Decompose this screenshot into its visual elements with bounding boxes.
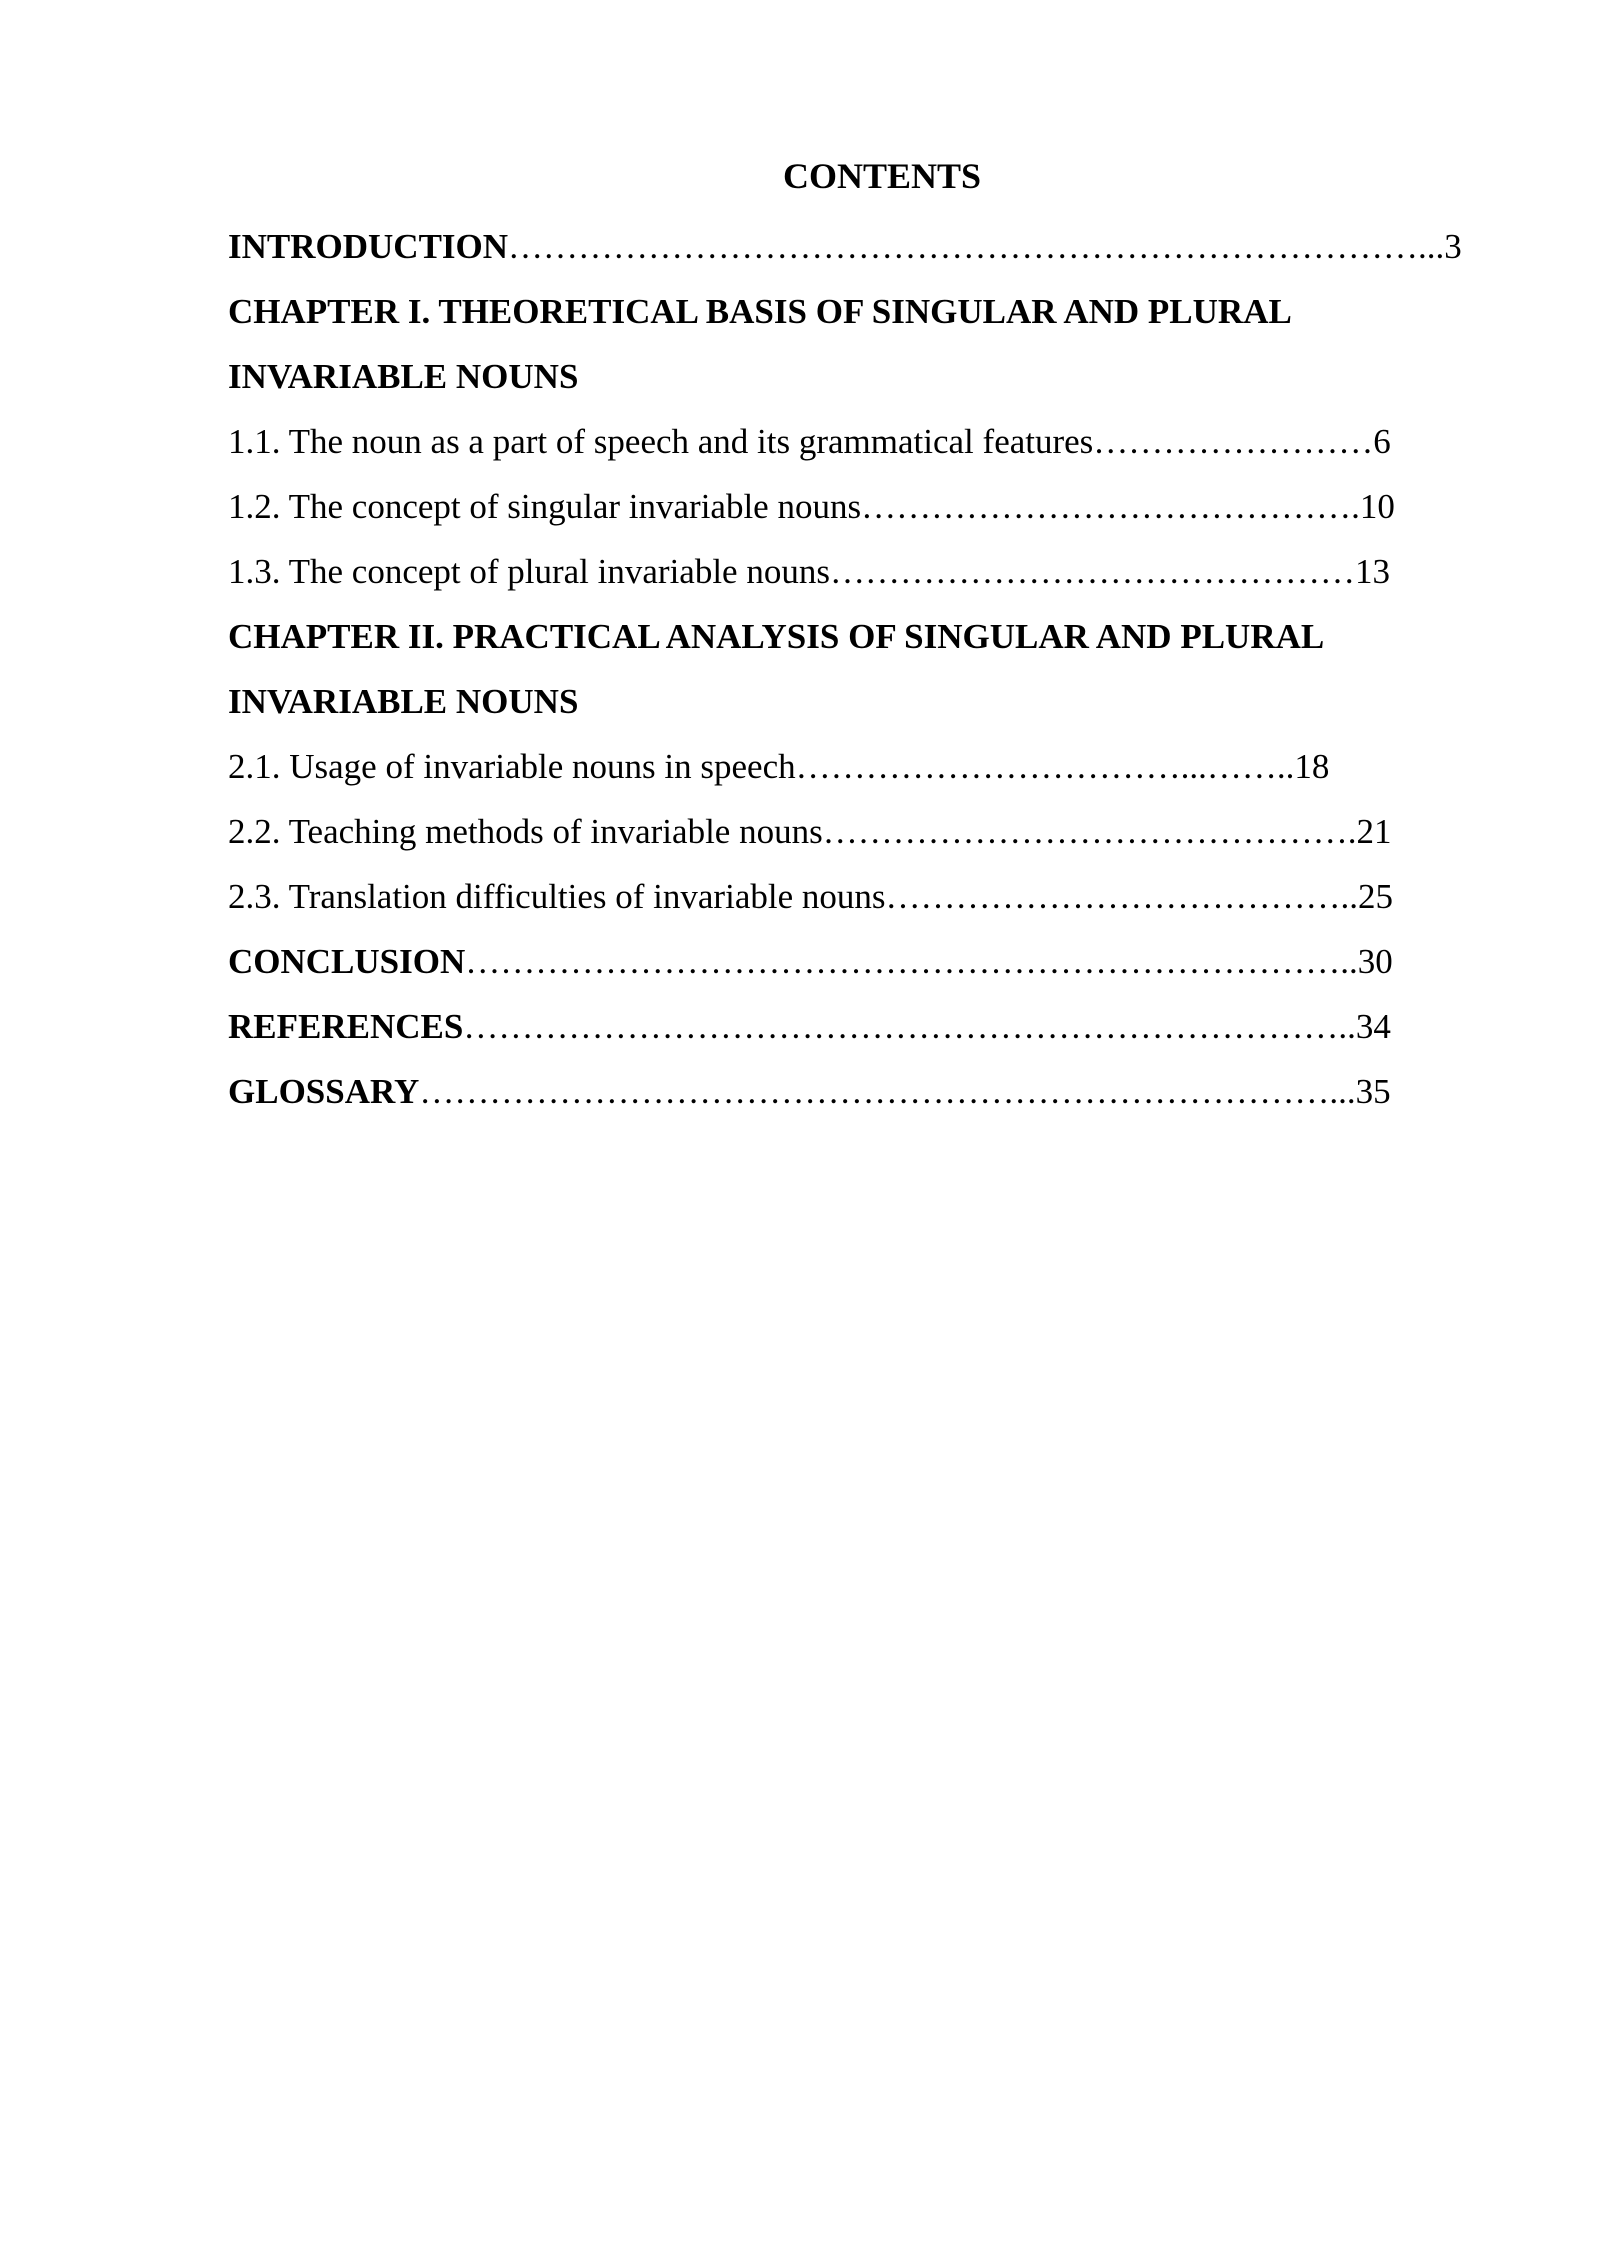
toc-page-number: 10 [1359,487,1395,526]
toc-leader-dots: ………………………………………………………………….. [465,942,1358,981]
toc-entry-1-1 [228,409,1480,474]
toc-entry-1-3 [228,539,1480,604]
toc-page-number: 25 [1357,877,1393,916]
toc-entry-chapter-2-line-1 [228,604,1480,669]
toc-entry-2-3 [228,864,1480,929]
toc-entry-1-2 [228,474,1480,539]
toc-page-number: 3 [1444,227,1462,266]
toc-leader-dots: …………………… [1093,422,1374,461]
toc-entry-introduction [228,214,1480,279]
toc-leader-dots: ……………………………………………………………………... [419,1072,1356,1111]
toc-entry-text: 2.1. Usage of invariable nouns in speech [228,747,796,786]
toc-entry-text: CONCLUSION [228,942,466,981]
toc-entry-text: INVARIABLE NOUNS [228,357,579,396]
toc-entry-text: 2.3. Translation difficulties of invariable nouns [228,877,886,916]
toc-entry-glossary [228,1059,1480,1124]
toc-entry-text: CHAPTER I. THEORETICAL BASIS OF SINGULAR AND PLURAL [228,292,1292,331]
toc-page-number: 18 [1294,747,1330,786]
toc-entry-chapter-1-line-2 [228,344,1480,409]
toc-page-number: 13 [1354,552,1390,591]
toc-page-number: 21 [1356,812,1392,851]
toc-entry-chapter-1-line-1 [228,279,1480,344]
toc-leader-dots: ……………………………………. [861,487,1360,526]
toc-leader-dots: ……………………………………………………………………... [508,227,1445,266]
toc-entry-text: 2.2. Teaching methods of invariable nouns [228,812,823,851]
toc-entry-text: GLOSSARY [228,1072,420,1111]
toc-leader-dots: ………………………………………………………………….. [463,1007,1356,1046]
toc-entry-text: 1.2. The concept of singular invariable nouns [228,487,862,526]
toc-page-number: 6 [1373,422,1391,461]
toc-entry-text: 1.3. The concept of plural invariable nouns [228,552,830,591]
toc-entry-chapter-2-line-2 [228,669,1480,734]
toc-leader-dots: ………………………………….. [885,877,1358,916]
toc-entry-text: 1.1. The noun as a part of speech and its grammatical features [228,422,1094,461]
toc-leader-dots: ……………………………………… [829,552,1355,591]
toc-title: CONTENTS [782,156,982,196]
toc-entry-text: INTRODUCTION [228,227,509,266]
toc-entry-2-1 [228,734,1480,799]
toc-entry-conclusion [228,929,1480,994]
toc-page-number: 35 [1355,1072,1391,1111]
toc-entry-text: CHAPTER II. PRACTICAL ANALYSIS OF SINGULAR AND PLURAL [228,617,1325,656]
toc-entry-text: INVARIABLE NOUNS [228,682,579,721]
table-of-contents [228,148,1480,1124]
toc-entry-text: REFERENCES [228,1007,464,1046]
toc-entry-references [228,994,1480,1059]
toc-leader-dots: ……………………………...…….. [795,747,1295,786]
toc-entry-2-2 [228,799,1480,864]
toc-page-number: 34 [1355,1007,1391,1046]
toc-page-number: 30 [1357,942,1393,981]
toc-leader-dots: ………………………………………. [822,812,1357,851]
